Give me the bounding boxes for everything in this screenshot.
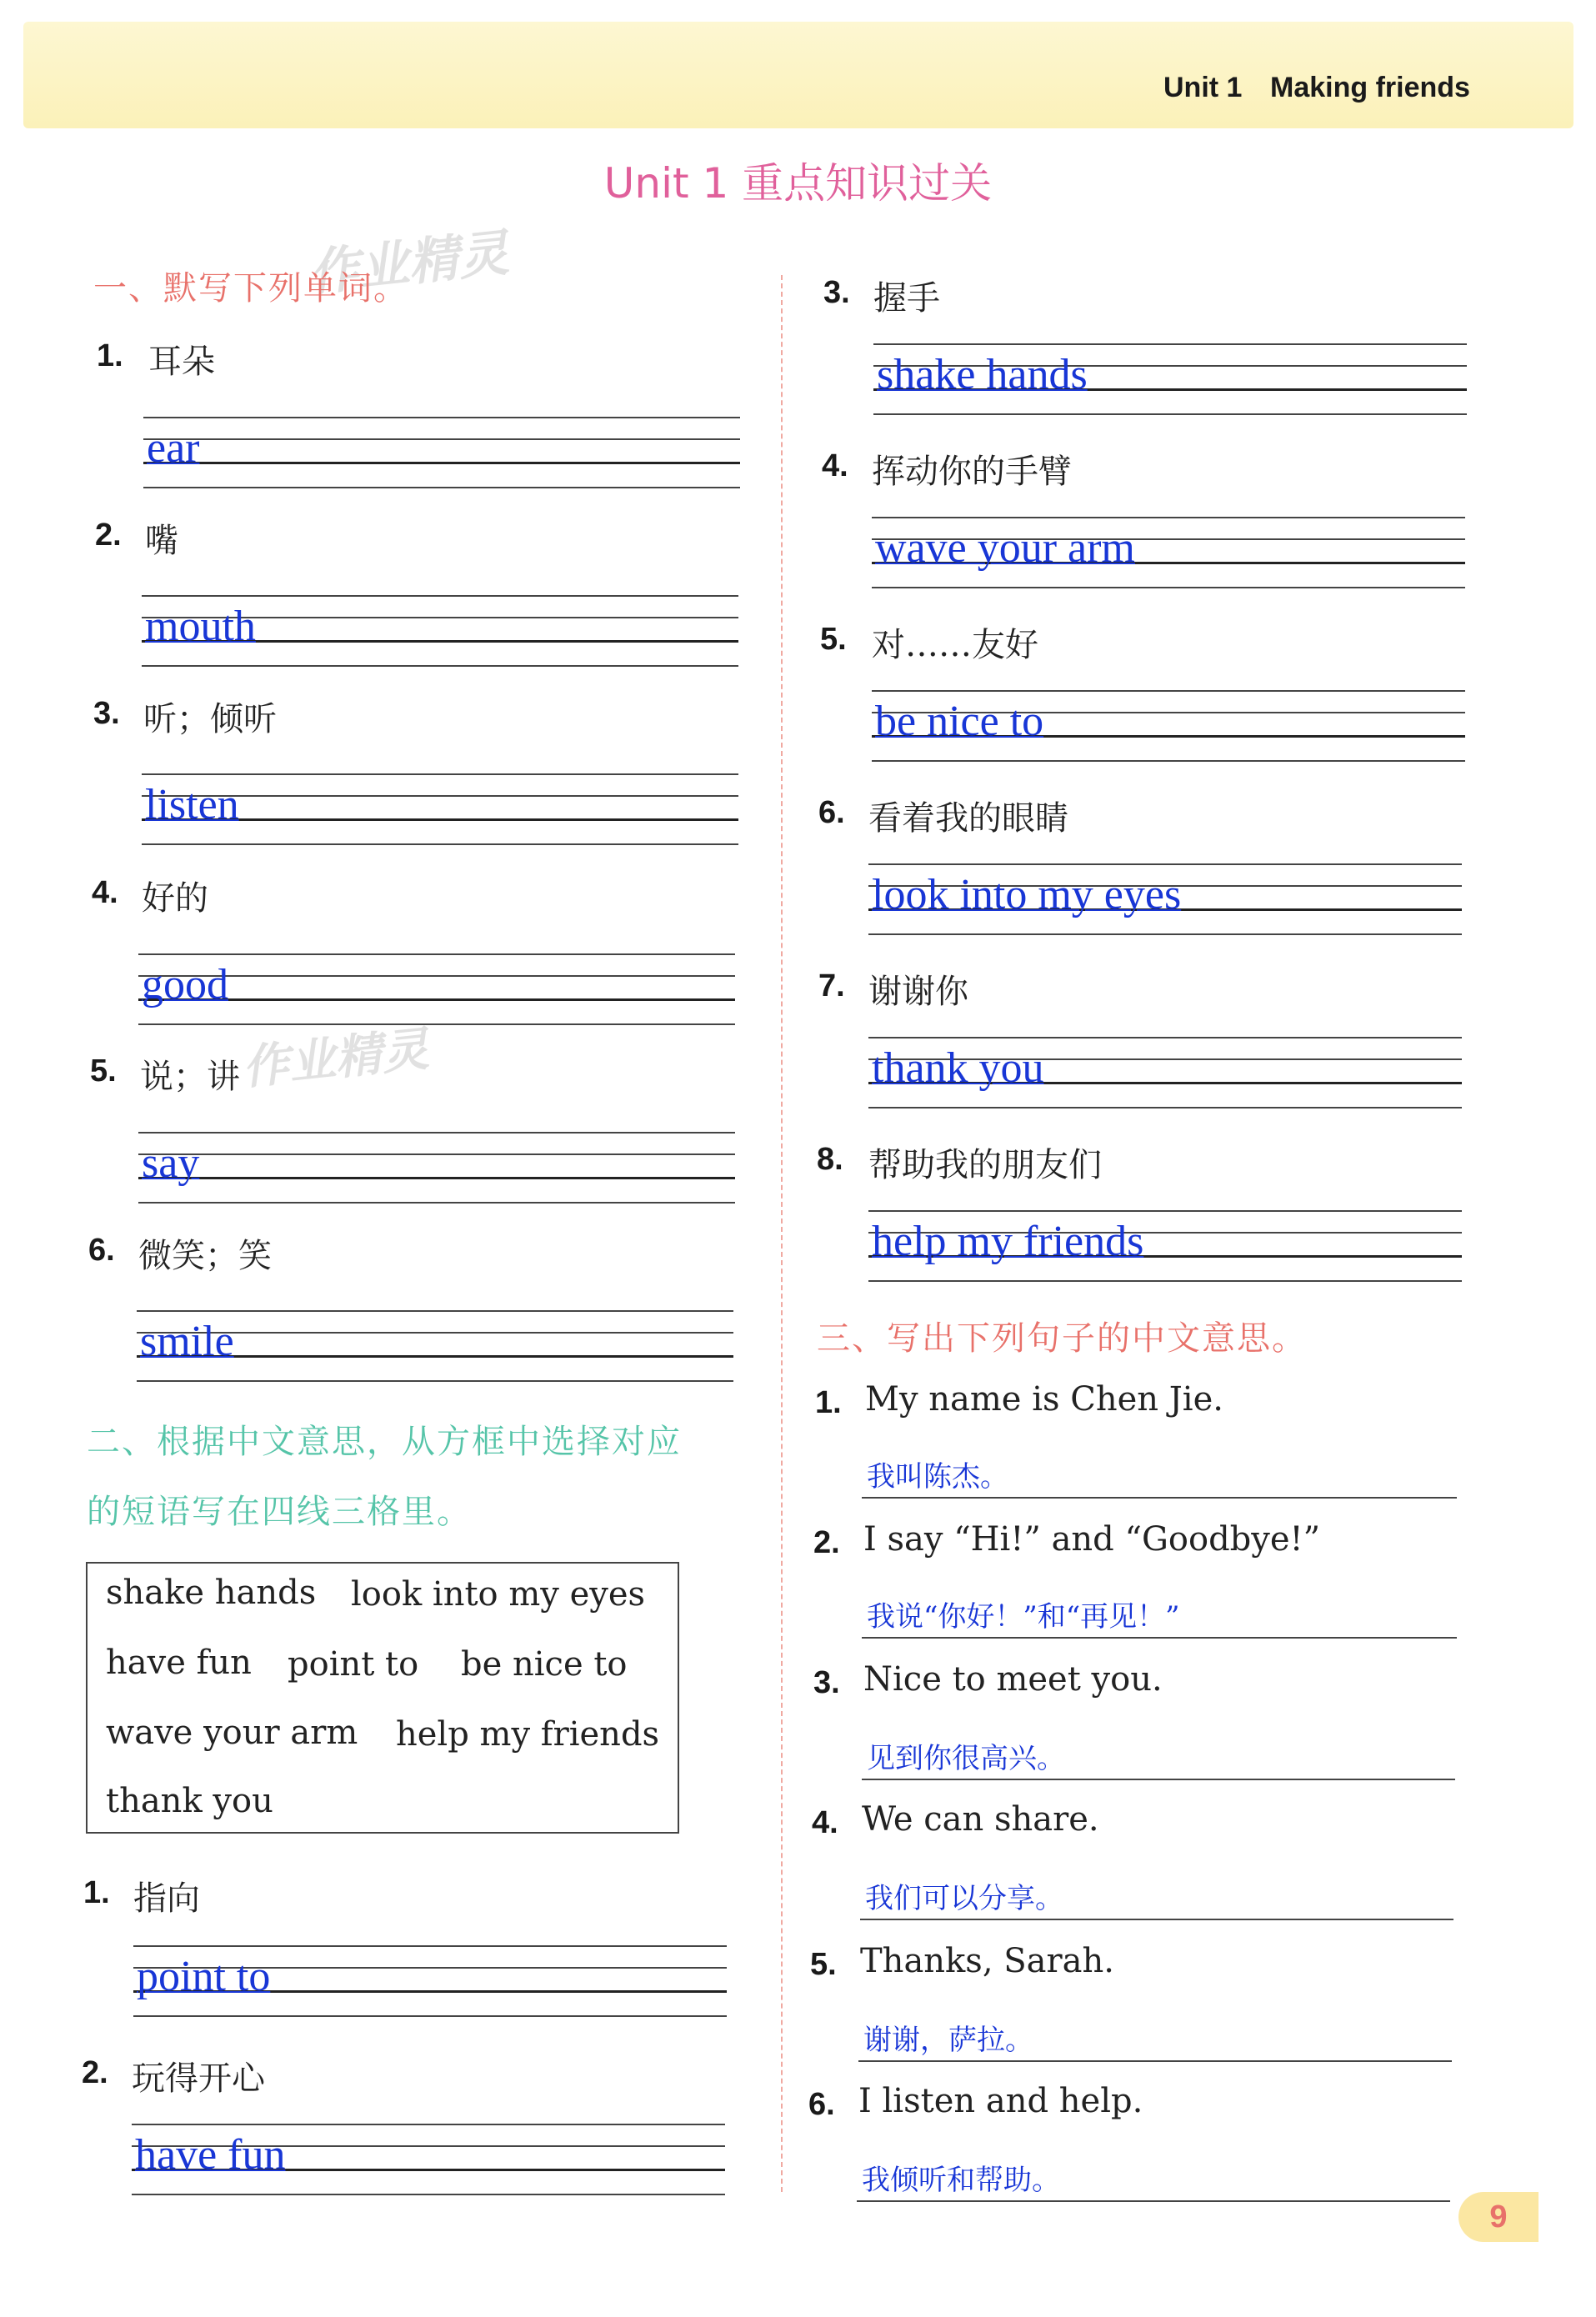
writing-lines[interactable]: [868, 863, 1462, 937]
column-divider: [781, 275, 783, 2192]
question-number: 3.: [813, 1665, 840, 1700]
word-bank-box: [86, 1562, 679, 1834]
writing-lines[interactable]: [872, 517, 1465, 590]
question-number: 8.: [817, 1142, 843, 1177]
word-bank-item: point to: [288, 1645, 419, 1684]
writing-lines[interactable]: [133, 1945, 727, 2019]
question-prompt: 听；倾听: [143, 700, 277, 738]
answer-text: point to: [137, 1953, 271, 2000]
question-prompt: 帮助我的朋友们: [868, 1146, 1102, 1184]
translation-answer: 谢谢，萨拉。: [863, 2024, 1033, 2057]
answer-text: good: [142, 961, 228, 1008]
question-prompt: 玩得开心: [132, 2059, 265, 2098]
section2-title-line1: 二、根据中文意思，从方框中选择对应: [87, 1423, 682, 1461]
writing-lines[interactable]: [142, 595, 738, 668]
translation-answer: 我们可以分享。: [865, 1882, 1063, 1915]
question-prompt: 好的: [142, 879, 208, 918]
question-sentence: Thanks, Sarah.: [860, 1942, 1114, 1980]
question-number: 6.: [808, 2087, 835, 2122]
answer-text: look into my eyes: [872, 871, 1182, 918]
question-prompt: 嘴: [145, 522, 178, 560]
answer-line[interactable]: [862, 1637, 1457, 1639]
translation-answer: 我倾听和帮助。: [862, 2164, 1060, 2197]
writing-lines[interactable]: [132, 2124, 725, 2197]
question-number: 5.: [820, 622, 847, 657]
page-number: 9: [1458, 2192, 1538, 2242]
question-sentence: Nice to meet you.: [863, 1660, 1163, 1699]
header-title: Making friends: [1270, 72, 1470, 103]
section1-title: 一、默写下列单词。: [93, 269, 408, 308]
watermark: 作业精灵: [306, 223, 512, 303]
page-title: Unit 1 重点知识过关: [603, 159, 993, 208]
translation-answer: 我说“你好！”和“再见！”: [867, 1600, 1180, 1634]
question-prompt: 对……友好: [872, 626, 1038, 664]
answer-text: smile: [140, 1318, 234, 1365]
question-number: 1.: [97, 338, 123, 373]
question-prompt: 看着我的眼睛: [868, 799, 1068, 838]
question-sentence: I say “Hi!” and “Goodbye!”: [863, 1520, 1321, 1559]
word-bank-item: shake hands: [106, 1574, 317, 1612]
writing-lines[interactable]: [142, 773, 738, 847]
answer-text: shake hands: [877, 351, 1088, 398]
watermark: 作业精灵: [239, 1022, 432, 1096]
writing-lines[interactable]: [868, 1210, 1462, 1284]
question-number: 3.: [93, 696, 120, 731]
answer-text: thank you: [872, 1044, 1044, 1092]
question-number: 7.: [818, 968, 845, 1003]
question-sentence: I listen and help.: [858, 2082, 1143, 2120]
answer-line[interactable]: [862, 1497, 1457, 1499]
answer-text: mouth: [145, 603, 256, 650]
question-number: 2.: [95, 518, 122, 553]
writing-lines[interactable]: [138, 1132, 735, 1205]
translation-answer: 见到你很高兴。: [867, 1742, 1065, 1775]
question-number: 2.: [813, 1525, 840, 1560]
question-prompt: 说；讲: [140, 1058, 240, 1096]
answer-text: help my friends: [872, 1218, 1144, 1265]
word-bank-item: thank you: [106, 1782, 273, 1820]
question-number: 6.: [818, 795, 845, 830]
header-unit: Unit 1: [1163, 72, 1243, 103]
question-number: 4.: [92, 875, 118, 910]
answer-text: listen: [145, 781, 239, 828]
question-sentence: My name is Chen Jie.: [865, 1380, 1223, 1419]
question-prompt: 握手: [873, 279, 940, 318]
question-prompt: 微笑；笑: [138, 1237, 272, 1275]
section3-title: 三、写出下列句子的中文意思。: [817, 1319, 1307, 1358]
question-sentence: We can share.: [862, 1800, 1099, 1839]
question-prompt: 指向: [133, 1879, 200, 1918]
word-bank-item: wave your arm: [106, 1714, 358, 1752]
question-number: 3.: [823, 275, 850, 310]
question-prompt: 谢谢你: [868, 973, 968, 1011]
question-prompt: 挥动你的手臂: [872, 453, 1072, 491]
writing-lines[interactable]: [138, 953, 735, 1027]
translation-answer: 我叫陈杰。: [867, 1460, 1008, 1494]
writing-lines[interactable]: [872, 690, 1465, 763]
section2-title-line2: 的短语写在四线三格里。: [87, 1493, 472, 1531]
answer-text: be nice to: [875, 698, 1044, 745]
question-number: 4.: [822, 448, 848, 483]
question-number: 2.: [82, 2055, 108, 2090]
question-number: 1.: [815, 1385, 842, 1420]
answer-line[interactable]: [860, 1919, 1453, 1920]
answer-text: wave your arm: [875, 524, 1135, 572]
question-number: 5.: [90, 1053, 117, 1088]
answer-line[interactable]: [858, 2060, 1452, 2062]
question-number: 6.: [88, 1233, 115, 1268]
question-number: 5.: [810, 1947, 837, 1982]
answer-text: ear: [147, 424, 200, 472]
writing-lines[interactable]: [143, 417, 740, 490]
answer-line[interactable]: [857, 2200, 1450, 2202]
word-bank-item: help my friends: [396, 1715, 660, 1754]
word-bank-item: look into my eyes: [351, 1575, 646, 1614]
question-number: 1.: [83, 1875, 110, 1910]
question-prompt: 耳朵: [148, 343, 215, 381]
answer-text: say: [142, 1139, 200, 1187]
answer-text: have fun: [135, 2131, 286, 2179]
word-bank-item: have fun: [106, 1644, 252, 1682]
writing-lines[interactable]: [873, 343, 1467, 417]
writing-lines[interactable]: [137, 1310, 733, 1384]
answer-line[interactable]: [862, 1779, 1455, 1780]
word-bank-item: be nice to: [461, 1645, 628, 1684]
question-number: 4.: [812, 1805, 838, 1840]
writing-lines[interactable]: [868, 1037, 1462, 1110]
